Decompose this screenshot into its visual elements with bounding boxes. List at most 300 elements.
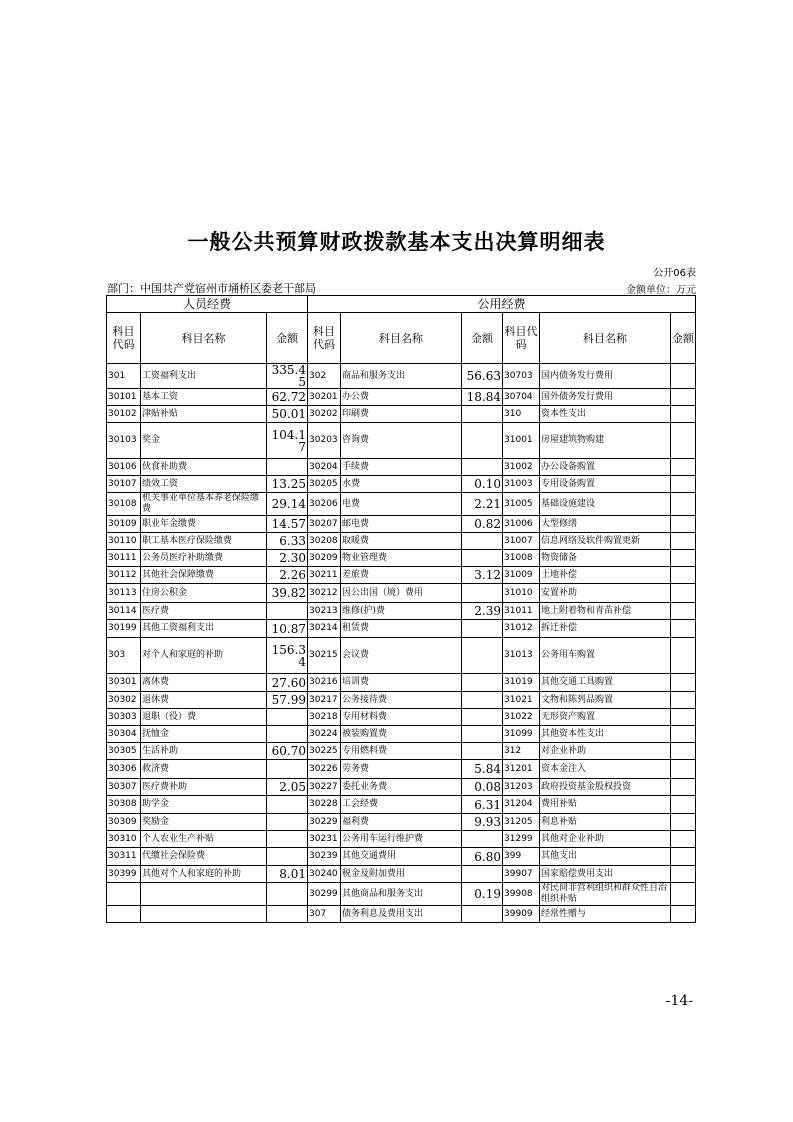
name-cell: 救济费 (141, 760, 267, 779)
code-cell: 30201 (308, 389, 341, 406)
table-row (107, 533, 696, 550)
amount-cell: 0.10 (462, 476, 503, 493)
code-cell: 30224 (308, 726, 341, 743)
name-cell: 土地补偿 (540, 567, 671, 584)
code-cell (107, 883, 141, 906)
amount-cell (671, 493, 696, 516)
code-cell: 31013 (503, 638, 540, 674)
code-cell: 31002 (503, 459, 540, 476)
code-cell: 301 (107, 364, 141, 389)
amount-cell (267, 459, 308, 476)
name-cell: 对企业补助 (540, 743, 671, 760)
amount-cell: 60.70 (267, 743, 308, 760)
name-cell: 伙食补助费 (141, 459, 267, 476)
amount-cell (671, 779, 696, 796)
name-cell: 经常性赠与 (540, 906, 671, 923)
name-cell: 代缴社会保险费 (141, 848, 267, 866)
amount-cell: 6.33 (267, 533, 308, 550)
amount-cell (267, 883, 308, 906)
amount-cell (267, 796, 308, 814)
code-cell: 30299 (308, 883, 341, 906)
col-header-amount: 金额 (671, 313, 696, 364)
amount-cell: 2.30 (267, 550, 308, 567)
name-cell: 委托业务费 (341, 779, 462, 796)
code-cell: 30206 (308, 493, 341, 516)
code-cell: 30704 (503, 389, 540, 406)
code-cell: 30227 (308, 779, 341, 796)
name-cell: 抚恤金 (141, 726, 267, 743)
code-cell: 31021 (503, 692, 540, 709)
code-cell: 30216 (308, 674, 341, 692)
name-cell: 办公费 (341, 389, 462, 406)
name-cell: 其他工资福利支出 (141, 620, 267, 638)
table-row (107, 550, 696, 567)
amount-cell (671, 709, 696, 726)
name-cell: 水费 (341, 476, 462, 493)
amount-cell: 2.05 (267, 779, 308, 796)
name-cell: 办公设备购置 (540, 459, 671, 476)
amount-cell (671, 692, 696, 709)
amount-cell: 9.93 (462, 814, 503, 831)
amount-cell: 39.82 (267, 584, 308, 603)
table-row (107, 674, 696, 692)
code-cell: 30106 (107, 459, 141, 476)
amount-cell (671, 831, 696, 848)
name-cell: 医疗费补助 (141, 779, 267, 796)
name-cell: 公务员医疗补助缴费 (141, 550, 267, 567)
name-cell: 费用补贴 (540, 796, 671, 814)
amount-cell (671, 533, 696, 550)
amount-cell: 0.19 (462, 883, 503, 906)
name-cell: 无形资产购置 (540, 709, 671, 726)
amount-cell (462, 743, 503, 760)
code-cell: 310 (503, 406, 540, 423)
amount-cell: 335.45 (267, 364, 308, 389)
name-cell: 专用材料费 (341, 709, 462, 726)
code-cell: 31011 (503, 603, 540, 620)
code-cell: 30311 (107, 848, 141, 866)
amount-cell: 57.99 (267, 692, 308, 709)
code-cell: 31203 (503, 779, 540, 796)
table-row (107, 567, 696, 584)
name-cell: 物资储备 (540, 550, 671, 567)
name-cell: 职业年金缴费 (141, 516, 267, 533)
table-row (107, 743, 696, 760)
code-cell: 31205 (503, 814, 540, 831)
amount-cell: 10.87 (267, 620, 308, 638)
amount-cell (462, 692, 503, 709)
code-cell: 30310 (107, 831, 141, 848)
amount-cell: 6.80 (462, 848, 503, 866)
code-cell: 30204 (308, 459, 341, 476)
group-header-personnel: 人员经费 (107, 296, 308, 313)
name-cell: 专用设备购置 (540, 476, 671, 493)
code-cell: 30199 (107, 620, 141, 638)
amount-cell (462, 584, 503, 603)
amount-cell (267, 814, 308, 831)
table-row (107, 848, 696, 866)
col-header-name: 科目名称 (341, 313, 462, 364)
name-cell: 公务用车购置 (540, 638, 671, 674)
name-cell: 对民间非营利组织和群众性自治组织补贴 (540, 883, 671, 906)
code-cell: 31204 (503, 796, 540, 814)
amount-cell (671, 389, 696, 406)
code-cell: 30301 (107, 674, 141, 692)
amount-cell (671, 866, 696, 883)
table-row (107, 603, 696, 620)
name-cell: 债务利息及费用支出 (341, 906, 462, 923)
amount-cell (671, 567, 696, 584)
name-cell: 国家赔偿费用支出 (540, 866, 671, 883)
amount-cell: 3.12 (462, 567, 503, 584)
code-cell: 30209 (308, 550, 341, 567)
table-row (107, 516, 696, 533)
col-header-code: 科目代码 (308, 313, 341, 364)
amount-cell: 18.84 (462, 389, 503, 406)
amount-cell (267, 603, 308, 620)
code-cell: 30309 (107, 814, 141, 831)
code-cell: 303 (107, 638, 141, 674)
name-cell: 劳务费 (341, 760, 462, 779)
amount-cell (267, 709, 308, 726)
amount-cell: 2.21 (462, 493, 503, 516)
table-row (107, 406, 696, 423)
name-cell: 工资福利支出 (141, 364, 267, 389)
name-cell (141, 906, 267, 923)
code-cell: 30307 (107, 779, 141, 796)
code-cell: 302 (308, 364, 341, 389)
code-cell: 30109 (107, 516, 141, 533)
amount-cell (671, 726, 696, 743)
name-cell: 津贴补贴 (141, 406, 267, 423)
code-cell: 31099 (503, 726, 540, 743)
code-cell: 30239 (308, 848, 341, 866)
amount-cell (267, 760, 308, 779)
code-cell: 30101 (107, 389, 141, 406)
amount-cell (462, 866, 503, 883)
name-cell: 其他交通费用 (341, 848, 462, 866)
name-cell: 取暖费 (341, 533, 462, 550)
code-cell: 31005 (503, 493, 540, 516)
amount-cell (671, 620, 696, 638)
table-row (107, 692, 696, 709)
code-cell: 30110 (107, 533, 141, 550)
code-cell: 31006 (503, 516, 540, 533)
amount-cell (671, 584, 696, 603)
amount-cell: 5.84 (462, 760, 503, 779)
amount-cell: 13.25 (267, 476, 308, 493)
name-cell: 对个人和家庭的补助 (141, 638, 267, 674)
name-cell: 电费 (341, 493, 462, 516)
code-cell: 30399 (107, 866, 141, 883)
amount-cell (671, 796, 696, 814)
name-cell: 其他对个人和家庭的补助 (141, 866, 267, 883)
code-cell: 30305 (107, 743, 141, 760)
page-title: 一般公共预算财政拨款基本支出决算明细表 (187, 229, 606, 254)
name-cell: 物业管理费 (341, 550, 462, 567)
amount-cell (671, 638, 696, 674)
name-cell: 国外债务发行费用 (540, 389, 671, 406)
code-cell: 30211 (308, 567, 341, 584)
name-cell: 基础设施建设 (540, 493, 671, 516)
amount-cell: 56.63 (462, 364, 503, 389)
code-cell: 30103 (107, 423, 141, 459)
amount-cell: 27.60 (267, 674, 308, 692)
col-header-code: 科目代码 (107, 313, 141, 364)
name-cell: 奖金 (141, 423, 267, 459)
name-cell: 住房公积金 (141, 584, 267, 603)
name-cell: 会议费 (341, 638, 462, 674)
amount-cell (462, 638, 503, 674)
code-cell: 39908 (503, 883, 540, 906)
code-cell (107, 906, 141, 923)
name-cell: 资本性支出 (540, 406, 671, 423)
name-cell: 利息补贴 (540, 814, 671, 831)
name-cell (141, 883, 267, 906)
name-cell: 其他资本性支出 (540, 726, 671, 743)
code-cell: 30304 (107, 726, 141, 743)
amount-cell: 29.14 (267, 493, 308, 516)
code-cell: 30213 (308, 603, 341, 620)
code-cell: 30212 (308, 584, 341, 603)
name-cell: 绩效工资 (141, 476, 267, 493)
code-cell: 31009 (503, 567, 540, 584)
table-row (107, 883, 696, 906)
code-cell: 31003 (503, 476, 540, 493)
code-cell: 30205 (308, 476, 341, 493)
name-cell: 退休费 (141, 692, 267, 709)
code-cell: 31008 (503, 550, 540, 567)
amount-cell: 0.08 (462, 779, 503, 796)
amount-cell (462, 406, 503, 423)
code-cell: 30107 (107, 476, 141, 493)
amount-cell (671, 883, 696, 906)
table-row (107, 423, 696, 459)
amount-cell (671, 760, 696, 779)
table-row (107, 584, 696, 603)
name-cell: 大型修缮 (540, 516, 671, 533)
amount-cell: 14.57 (267, 516, 308, 533)
amount-cell (462, 620, 503, 638)
table-row (107, 906, 696, 923)
amount-cell (671, 906, 696, 923)
amount-cell: 104.17 (267, 423, 308, 459)
code-cell: 30114 (107, 603, 141, 620)
col-header-name: 科目名称 (141, 313, 267, 364)
name-cell: 手续费 (341, 459, 462, 476)
amount-cell: 0.82 (462, 516, 503, 533)
amount-cell: 156.34 (267, 638, 308, 674)
name-cell: 政府投资基金股权投资 (540, 779, 671, 796)
table-row (107, 866, 696, 883)
name-cell: 医疗费 (141, 603, 267, 620)
name-cell: 培训费 (341, 674, 462, 692)
name-cell: 个人农业生产补贴 (141, 831, 267, 848)
amount-cell: 6.31 (462, 796, 503, 814)
col-header-amount: 金额 (267, 313, 308, 364)
table-row (107, 760, 696, 779)
name-cell: 邮电费 (341, 516, 462, 533)
name-cell: 咨询费 (341, 423, 462, 459)
name-cell: 税金及附加费用 (341, 866, 462, 883)
table-row (107, 620, 696, 638)
code-cell: 31022 (503, 709, 540, 726)
code-cell: 30302 (107, 692, 141, 709)
amount-unit: 金额单位：万元 (626, 285, 696, 296)
code-cell: 31019 (503, 674, 540, 692)
name-cell: 工会经费 (341, 796, 462, 814)
name-cell: 其他对企业补助 (540, 831, 671, 848)
code-cell: 30308 (107, 796, 141, 814)
code-cell: 31012 (503, 620, 540, 638)
table-row (107, 364, 696, 389)
col-header-amount: 金额 (462, 313, 503, 364)
code-cell: 30306 (107, 760, 141, 779)
name-cell: 福利费 (341, 814, 462, 831)
group-header-public: 公用经费 (308, 296, 696, 313)
name-cell: 助学金 (141, 796, 267, 814)
amount-cell (671, 406, 696, 423)
name-cell: 生活补助 (141, 743, 267, 760)
table-row (107, 779, 696, 796)
amount-cell (462, 459, 503, 476)
code-cell: 30225 (308, 743, 341, 760)
name-cell: 印刷费 (341, 406, 462, 423)
name-cell: 被装购置费 (341, 726, 462, 743)
code-cell: 30226 (308, 760, 341, 779)
amount-cell (462, 423, 503, 459)
name-cell: 差旅费 (341, 567, 462, 584)
code-cell: 307 (308, 906, 341, 923)
amount-cell (462, 533, 503, 550)
amount-cell (671, 550, 696, 567)
amount-cell (671, 459, 696, 476)
table-row (107, 709, 696, 726)
code-cell: 30214 (308, 620, 341, 638)
table-row (107, 831, 696, 848)
code-cell: 30231 (308, 831, 341, 848)
name-cell: 其他商品和服务支出 (341, 883, 462, 906)
name-cell: 退职（役）费 (141, 709, 267, 726)
amount-cell: 62.72 (267, 389, 308, 406)
code-cell: 30108 (107, 493, 141, 516)
code-cell: 30217 (308, 692, 341, 709)
code-cell: 30218 (308, 709, 341, 726)
amount-cell (671, 674, 696, 692)
name-cell: 离休费 (141, 674, 267, 692)
table-row (107, 814, 696, 831)
name-cell: 安置补助 (540, 584, 671, 603)
budget-detail-table (106, 295, 696, 923)
name-cell: 职工基本医疗保险缴费 (141, 533, 267, 550)
amount-cell (671, 743, 696, 760)
amount-cell (671, 603, 696, 620)
name-cell: 奖励金 (141, 814, 267, 831)
code-cell: 30303 (107, 709, 141, 726)
amount-cell (267, 906, 308, 923)
table-row (107, 493, 696, 516)
name-cell: 拆迁补偿 (540, 620, 671, 638)
code-cell: 39907 (503, 866, 540, 883)
code-cell: 30112 (107, 567, 141, 584)
code-cell: 31299 (503, 831, 540, 848)
name-cell: 租赁费 (341, 620, 462, 638)
col-header-name: 科目名称 (540, 313, 671, 364)
code-cell: 39909 (503, 906, 540, 923)
code-cell: 30202 (308, 406, 341, 423)
page-number: -14- (665, 993, 693, 1009)
name-cell: 房屋建筑物购建 (540, 423, 671, 459)
code-cell: 30113 (107, 584, 141, 603)
name-cell: 机关事业单位基本养老保险缴费 (141, 493, 267, 516)
name-cell: 维修(护)费 (341, 603, 462, 620)
code-cell: 30228 (308, 796, 341, 814)
name-cell: 国内债务发行费用 (540, 364, 671, 389)
table-row (107, 638, 696, 674)
amount-cell (671, 423, 696, 459)
code-cell: 30111 (107, 550, 141, 567)
table-row (107, 459, 696, 476)
code-cell: 30703 (503, 364, 540, 389)
amount-cell (671, 814, 696, 831)
name-cell: 公务接待费 (341, 692, 462, 709)
amount-cell (267, 831, 308, 848)
amount-cell (671, 364, 696, 389)
code-cell: 30207 (308, 516, 341, 533)
code-cell: 30240 (308, 866, 341, 883)
amount-cell (267, 726, 308, 743)
name-cell: 基本工资 (141, 389, 267, 406)
name-cell: 公务用车运行维护费 (341, 831, 462, 848)
code-cell: 30229 (308, 814, 341, 831)
amount-cell (267, 848, 308, 866)
department-label: 部门：中国共产党宿州市埇桥区委老干部局 (107, 282, 316, 295)
name-cell: 其他支出 (540, 848, 671, 866)
table-row (107, 796, 696, 814)
name-cell: 商品和服务支出 (341, 364, 462, 389)
name-cell: 其他交通工具购置 (540, 674, 671, 692)
code-cell: 312 (503, 743, 540, 760)
amount-cell (462, 831, 503, 848)
amount-cell (462, 906, 503, 923)
amount-cell: 8.01 (267, 866, 308, 883)
code-cell: 30102 (107, 406, 141, 423)
table-row (107, 476, 696, 493)
table-row (107, 389, 696, 406)
amount-cell (671, 476, 696, 493)
amount-cell (671, 848, 696, 866)
name-cell: 资本金注入 (540, 760, 671, 779)
name-cell: 信息网络及软件购置更新 (540, 533, 671, 550)
code-cell: 31007 (503, 533, 540, 550)
name-cell: 专用燃料费 (341, 743, 462, 760)
form-number: 公开06表 (653, 268, 696, 279)
table-row (107, 726, 696, 743)
amount-cell (671, 516, 696, 533)
code-cell: 31001 (503, 423, 540, 459)
code-cell: 31010 (503, 584, 540, 603)
col-header-code: 科目代码 (503, 313, 540, 364)
amount-cell (462, 709, 503, 726)
amount-cell (462, 674, 503, 692)
code-cell: 31201 (503, 760, 540, 779)
name-cell: 文物和陈列品购置 (540, 692, 671, 709)
amount-cell: 50.01 (267, 406, 308, 423)
code-cell: 30203 (308, 423, 341, 459)
name-cell: 地上附着物和青苗补偿 (540, 603, 671, 620)
name-cell: 因公出国（境）费用 (341, 584, 462, 603)
amount-cell: 2.26 (267, 567, 308, 584)
